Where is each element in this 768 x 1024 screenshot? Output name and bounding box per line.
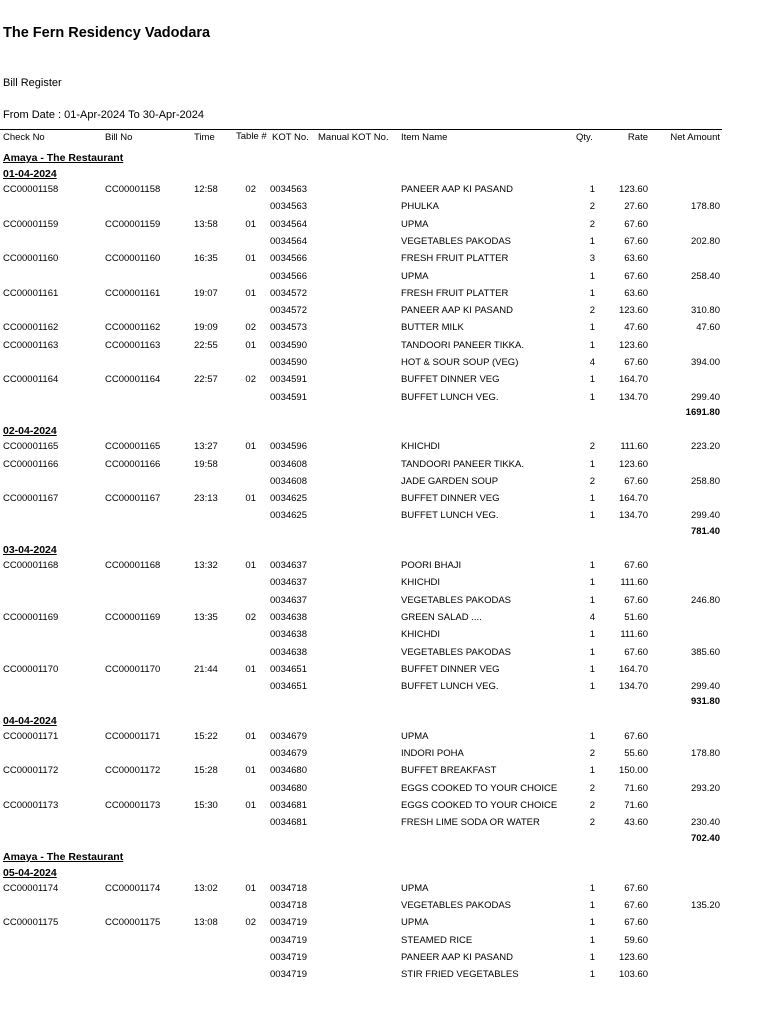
cell-item: VEGETABLES PAKODAS [401,594,511,606]
cell-item: TANDOORI PANEER TIKKA. [401,339,524,351]
cell-item: VEGETABLES PAKODAS [401,646,511,658]
cell-item: UPMA [401,218,429,230]
cell-item: EGGS COOKED TO YOUR CHOICE [401,782,558,794]
cell-net: 178.80 [690,748,720,759]
cell-table: 01 [245,663,256,675]
cell-kot: 0034718 [270,882,307,894]
col-header-net-amount: Net Amount [670,132,720,143]
cell-kot: 0034590 [270,339,307,351]
cell-item: BUFFET LUNCH VEG. [401,510,499,522]
cell-rate: 55.60 [624,748,648,759]
cell-table: 01 [245,882,256,894]
cell-table: 02 [245,611,256,623]
cell-bill: CC00001167 [105,493,161,505]
cell-rate: 63.60 [624,253,648,265]
cell-kot: 0034564 [270,218,307,230]
cell-item: PANEER AAP KI PASAND [401,305,513,317]
cell-qty: 1 [589,969,595,981]
cell-rate: 134.70 [618,681,648,693]
cell-rate: 123.60 [618,184,648,195]
cell-check: CC00001158 [3,184,59,195]
cell-time: 22:55 [194,339,218,351]
cell-qty: 1 [589,391,595,403]
cell-qty: 1 [589,510,595,522]
col-header-qty: Qty. [576,132,593,143]
cell-kot: 0034637 [270,594,307,606]
cell-bill: CC00001170 [105,663,161,675]
cell-qty: 1 [589,681,595,693]
cell-table: 02 [245,184,256,195]
cell-check: CC00001170 [3,663,59,675]
cell-item: BUFFET DINNER VEG [401,663,500,675]
cell-kot: 0034591 [270,374,307,386]
col-header-time: Time [194,132,215,143]
cell-qty: 4 [589,611,595,623]
cell-kot: 0034638 [270,611,307,623]
cell-kot: 0034680 [270,782,307,794]
cell-time: 22:57 [194,374,218,386]
cell-qty: 1 [589,458,595,470]
day-total: 931.80 [690,696,720,708]
cell-item: TANDOORI PANEER TIKKA. [401,458,524,470]
outlet-heading: Amaya - The Restaurant [3,152,124,164]
cell-check: CC00001171 [3,730,59,742]
cell-qty: 2 [589,218,595,230]
cell-qty: 1 [589,646,595,658]
cell-qty: 1 [589,235,595,247]
cell-item: BUFFET BREAKFAST [401,765,497,777]
cell-check: CC00001160 [3,253,59,265]
cell-qty: 1 [589,900,595,912]
day-total: 702.40 [690,832,720,844]
report-name: Bill Register [3,77,62,89]
cell-rate: 67.60 [624,594,648,606]
cell-kot: 0034651 [270,681,307,693]
cell-qty: 3 [589,253,595,265]
col-header-rate: Rate [627,132,648,143]
cell-time: 13:02 [194,882,218,894]
cell-kot: 0034596 [270,441,307,453]
cell-kot: 0034719 [270,952,307,963]
cell-kot: 0034637 [270,577,307,589]
cell-qty: 1 [589,663,595,675]
cell-table: 02 [245,374,256,386]
cell-rate: 111.60 [620,441,648,453]
cell-bill: CC00001172 [105,765,161,777]
cell-net: 246.80 [690,594,720,606]
col-header-item-name: Item Name [401,132,448,143]
cell-rate: 123.60 [618,952,648,963]
cell-kot: 0034591 [270,391,307,403]
cell-net: 299.40 [690,391,720,403]
cell-qty: 1 [589,765,595,777]
cell-net: 47.60 [696,322,720,334]
cell-bill: CC00001166 [105,458,161,470]
cell-kot: 0034563 [270,184,307,195]
cell-rate: 67.60 [624,917,648,929]
cell-time: 15:28 [194,765,218,777]
cell-table: 01 [245,765,256,777]
cell-item: VEGETABLES PAKODAS [401,235,511,247]
col-header-table: Table # [236,131,267,142]
cell-kot: 0034566 [270,253,307,265]
cell-kot: 0034680 [270,765,307,777]
cell-item: PANEER AAP KI PASAND [401,184,513,195]
cell-bill: CC00001169 [105,611,161,623]
cell-rate: 67.60 [624,235,648,247]
cell-net: 202.80 [690,235,720,247]
cell-qty: 1 [589,934,595,946]
cell-rate: 67.60 [624,270,648,282]
cell-kot: 0034718 [270,900,307,912]
cell-rate: 134.70 [618,391,648,403]
cell-table: 01 [245,287,256,299]
cell-check: CC00001159 [3,218,59,230]
cell-item: STEAMED RICE [401,934,473,946]
cell-time: 15:30 [194,799,218,811]
cell-rate: 43.60 [624,817,648,829]
cell-rate: 67.60 [624,646,648,658]
cell-kot: 0034719 [270,969,307,981]
cell-kot: 0034564 [270,235,307,247]
cell-bill: CC00001159 [105,218,161,230]
cell-check: CC00001168 [3,560,59,571]
cell-bill: CC00001163 [105,339,161,351]
cell-bill: CC00001171 [105,730,161,742]
cell-kot: 0034572 [270,305,307,317]
cell-kot: 0034608 [270,475,307,487]
day-total: 1691.80 [685,406,720,418]
cell-rate: 164.70 [618,493,648,505]
col-header-check-no: Check No [3,132,45,143]
cell-bill: CC00001160 [105,253,161,265]
cell-time: 13:27 [194,441,218,453]
outlet-heading: Amaya - The Restaurant [3,850,124,863]
cell-item: KHICHDI [401,629,441,641]
cell-table: 01 [245,218,256,230]
cell-item: KHICHDI [401,441,441,453]
cell-rate: 103.60 [618,969,648,981]
date-heading: 05-04-2024 [3,866,57,879]
cell-qty: 2 [589,799,595,811]
cell-net: 223.20 [690,441,720,453]
cell-rate: 111.60 [620,577,648,589]
cell-kot: 0034651 [270,663,307,675]
col-header-kot-no: KOT No. [272,132,309,143]
date-range: From Date : 01-Apr-2024 To 30-Apr-2024 [3,109,204,121]
cell-kot: 0034679 [270,748,307,759]
cell-table: 01 [245,730,256,742]
cell-time: 13:58 [194,218,218,230]
cell-item: VEGETABLES PAKODAS [401,900,511,912]
cell-item: FRESH FRUIT PLATTER [401,287,509,299]
cell-rate: 67.60 [624,900,648,912]
cell-qty: 2 [589,305,595,317]
cell-kot: 0034572 [270,287,307,299]
cell-qty: 1 [589,882,595,894]
date-heading: 03-04-2024 [3,544,57,556]
cell-item: STIR FRIED VEGETABLES [401,969,519,981]
cell-bill: CC00001165 [105,441,161,453]
cell-kot: 0034637 [270,560,307,571]
cell-rate: 164.70 [618,374,648,386]
cell-time: 15:22 [194,730,218,742]
cell-qty: 1 [589,594,595,606]
cell-kot: 0034566 [270,270,307,282]
cell-item: HOT & SOUR SOUP (VEG) [401,357,519,368]
cell-qty: 1 [589,560,595,571]
cell-time: 13:35 [194,611,218,623]
cell-qty: 1 [589,322,595,334]
cell-qty: 2 [589,441,595,453]
cell-qty: 1 [589,493,595,505]
cell-table: 01 [245,441,256,453]
cell-check: CC00001173 [3,799,59,811]
cell-qty: 1 [589,374,595,386]
cell-time: 13:32 [194,560,218,571]
cell-kot: 0034563 [270,201,307,213]
cell-rate: 59.60 [624,934,648,946]
cell-time: 19:09 [194,322,218,334]
cell-item: JADE GARDEN SOUP [401,475,499,487]
cell-net: 178.80 [690,201,720,213]
cell-qty: 1 [589,917,595,929]
cell-rate: 51.60 [624,611,648,623]
cell-rate: 47.60 [624,322,648,334]
cell-bill: CC00001162 [105,322,161,334]
cell-bill: CC00001168 [105,560,161,571]
cell-check: CC00001175 [3,917,59,929]
cell-qty: 2 [589,817,595,829]
cell-time: 23:13 [194,493,218,505]
cell-item: BUFFET DINNER VEG [401,374,500,386]
date-heading: 04-04-2024 [3,714,57,727]
report-title: The Fern Residency Vadodara [3,25,211,41]
cell-qty: 1 [589,339,595,351]
cell-rate: 27.60 [624,201,648,213]
cell-rate: 123.60 [618,305,648,317]
cell-rate: 63.60 [624,287,648,299]
cell-net: 135.20 [690,900,720,912]
cell-time: 19:58 [194,458,218,470]
cell-bill: CC00001174 [105,882,161,894]
cell-check: CC00001166 [3,458,59,470]
cell-rate: 67.60 [624,475,648,487]
cell-qty: 1 [589,270,595,282]
cell-item: BUFFET LUNCH VEG. [401,391,499,403]
cell-check: CC00001174 [3,882,59,894]
cell-table: 01 [245,799,256,811]
cell-item: KHICHDI [401,577,441,589]
cell-kot: 0034681 [270,799,307,811]
cell-kot: 0034679 [270,730,307,742]
cell-table: 02 [245,917,256,929]
cell-qty: 2 [589,201,595,213]
cell-rate: 134.70 [618,510,648,522]
cell-rate: 111.60 [620,629,648,641]
cell-bill: CC00001175 [105,917,161,929]
cell-qty: 1 [589,629,595,641]
cell-check: CC00001163 [3,339,59,351]
cell-kot: 0034608 [270,458,307,470]
cell-table: 01 [245,339,256,351]
cell-rate: 123.60 [618,339,648,351]
cell-check: CC00001169 [3,611,59,623]
cell-rate: 67.60 [624,560,648,571]
cell-time: 19:07 [194,287,218,299]
cell-kot: 0034573 [270,322,307,334]
cell-item: UPMA [401,730,429,742]
col-header-bill-no: Bill No [105,132,133,143]
cell-time: 16:35 [194,253,218,265]
cell-net: 310.80 [690,305,720,317]
cell-net: 258.40 [690,270,720,282]
cell-item: BUTTER MILK [401,322,464,334]
cell-rate: 67.60 [624,882,648,894]
cell-bill: CC00001173 [105,799,161,811]
cell-kot: 0034590 [270,357,307,368]
cell-item: UPMA [401,882,429,894]
cell-rate: 164.70 [618,663,648,675]
cell-time: 12:58 [194,184,218,195]
cell-kot: 0034625 [270,493,307,505]
cell-kot: 0034638 [270,646,307,658]
cell-kot: 0034681 [270,817,307,829]
cell-net: 299.40 [690,681,720,693]
cell-check: CC00001172 [3,765,59,777]
cell-item: FRESH LIME SODA OR WATER [401,817,540,829]
cell-bill: CC00001161 [105,287,161,299]
cell-item: POORI BHAJI [401,560,462,571]
cell-check: CC00001167 [3,493,59,505]
cell-qty: 4 [589,357,595,368]
cell-qty: 1 [589,952,595,963]
cell-bill: CC00001158 [105,184,161,195]
cell-item: PANEER AAP KI PASAND [401,952,513,963]
cell-table: 02 [245,322,256,334]
cell-item: FRESH FRUIT PLATTER [401,253,509,265]
cell-rate: 67.60 [624,730,648,742]
cell-net: 293.20 [690,782,720,794]
cell-qty: 1 [589,577,595,589]
cell-qty: 2 [589,782,595,794]
cell-table: 01 [245,253,256,265]
cell-bill: CC00001164 [105,374,161,386]
cell-qty: 1 [589,730,595,742]
cell-rate: 150.00 [618,765,648,777]
cell-net: 385.60 [690,646,720,658]
cell-rate: 71.60 [624,782,648,794]
cell-rate: 67.60 [624,357,648,368]
cell-time: 13:08 [194,917,218,929]
cell-time: 21:44 [194,663,218,675]
cell-kot: 0034719 [270,934,307,946]
cell-rate: 67.60 [624,218,648,230]
cell-rate: 71.60 [624,799,648,811]
day-total: 781.40 [690,525,720,537]
cell-check: CC00001164 [3,374,59,386]
cell-check: CC00001165 [3,441,59,453]
cell-net: 258.80 [690,475,720,487]
cell-item: BUFFET DINNER VEG [401,493,500,505]
cell-kot: 0034719 [270,917,307,929]
cell-check: CC00001161 [3,287,59,299]
cell-item: PHULKA [401,201,440,213]
cell-item: EGGS COOKED TO YOUR CHOICE [401,799,558,811]
cell-net: 394.00 [690,357,720,368]
cell-table: 01 [245,560,256,571]
cell-table: 01 [245,493,256,505]
date-heading: 02-04-2024 [3,425,57,438]
cell-kot: 0034625 [270,510,307,522]
cell-check: CC00001162 [3,322,59,334]
cell-item: INDORI POHA [401,748,464,759]
cell-item: UPMA [401,270,429,282]
col-header-manual-kot: Manual KOT No. [318,132,389,143]
cell-item: UPMA [401,917,429,929]
date-heading: 01-04-2024 [3,168,57,180]
cell-item: GREEN SALAD .... [401,611,482,623]
cell-qty: 2 [589,475,595,487]
cell-net: 230.40 [690,817,720,829]
cell-qty: 2 [589,748,595,759]
cell-item: BUFFET LUNCH VEG. [401,681,499,693]
cell-rate: 123.60 [618,458,648,470]
cell-qty: 1 [589,184,595,195]
cell-kot: 0034638 [270,629,307,641]
cell-net: 299.40 [690,510,720,522]
cell-qty: 1 [589,287,595,299]
